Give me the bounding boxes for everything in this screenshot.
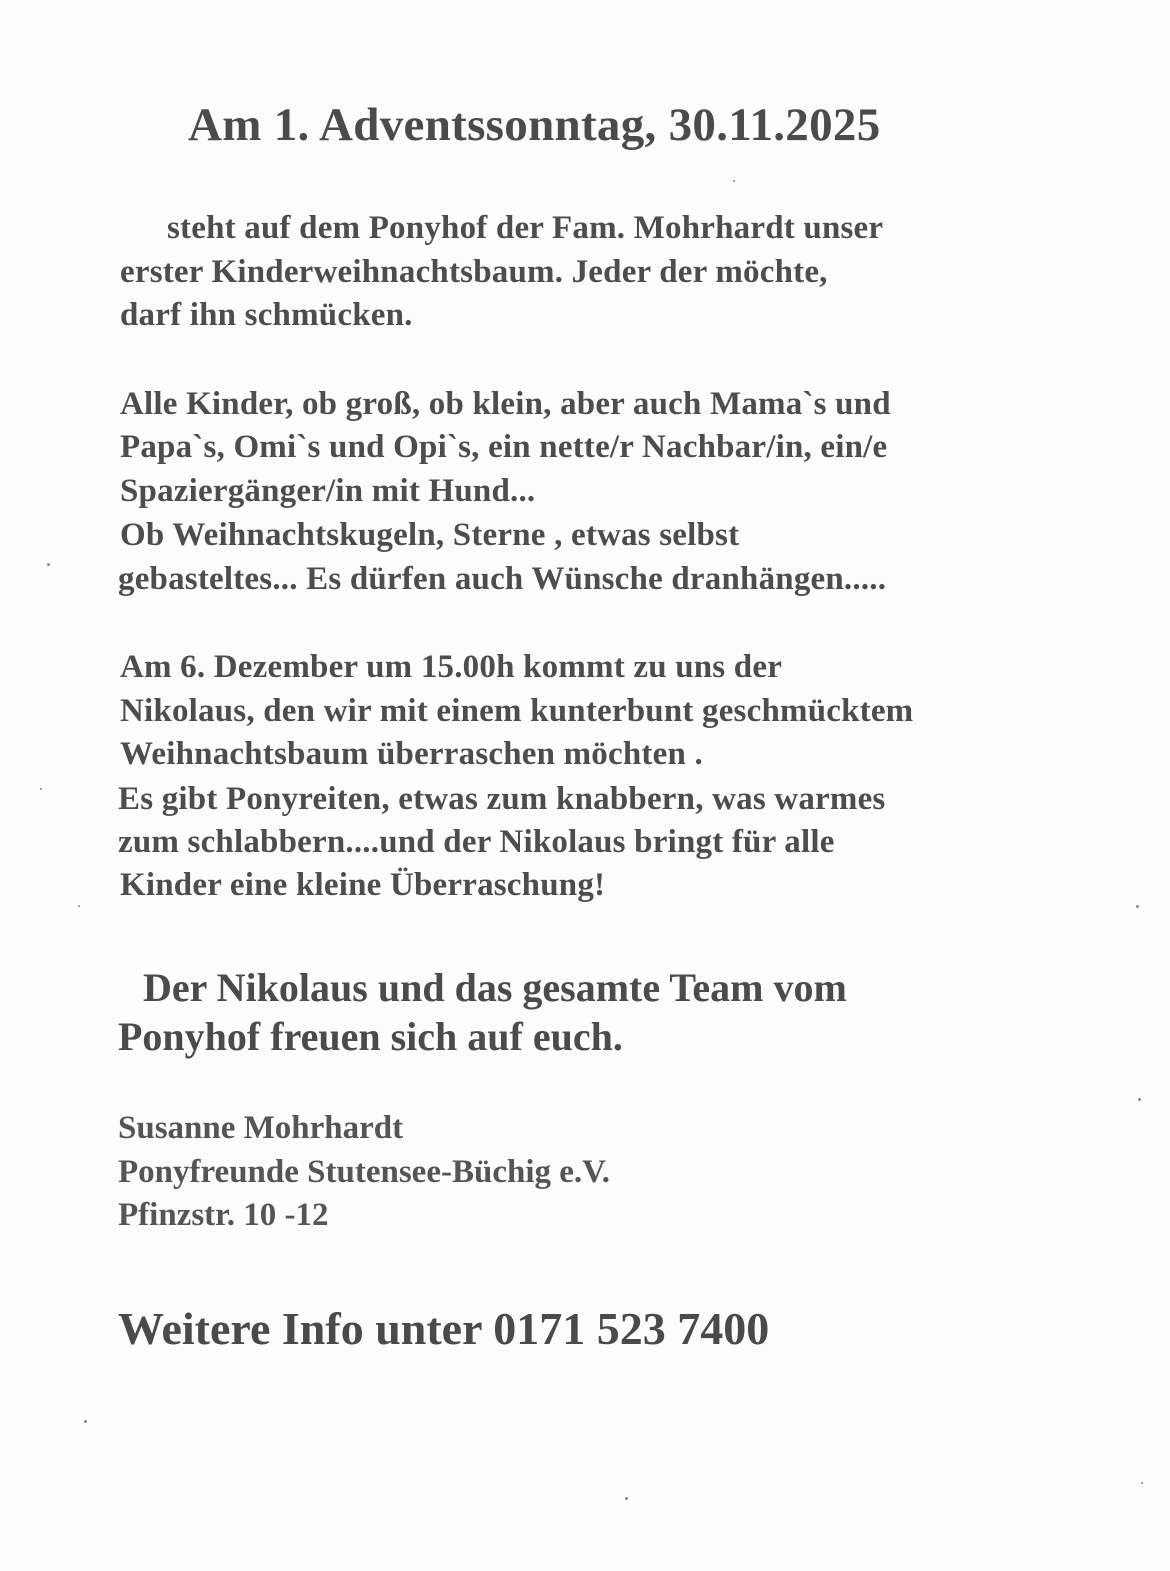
scan-speck: [40, 788, 42, 790]
paragraph1-line-3: darf ihn schmücken.: [120, 297, 413, 333]
paragraph3-line-6: Kinder eine kleine Überraschung!: [120, 867, 606, 903]
paragraph1-line-1: steht auf dem Ponyhof der Fam. Mohrhardt unser: [167, 210, 884, 246]
paragraph2-line-3: Spaziergänger/in mit Hund...: [120, 473, 536, 509]
paragraph3-line-2: Nikolaus, den wir mit einem kunterbunt geschmücktem: [120, 693, 914, 729]
scan-speck: [1136, 905, 1139, 908]
paragraph3-line-1: Am 6. Dezember um 15.00h kommt zu uns der: [120, 649, 783, 685]
paragraph2-line-5: gebasteltes... Es dürfen auch Wünsche dranhängen.....: [118, 561, 887, 597]
closing-line-2: Ponyhof freuen sich auf euch.: [118, 1014, 623, 1059]
paragraph2-line-1: Alle Kinder, ob groß, ob klein, aber auch Mama`s und: [120, 386, 891, 422]
scan-speck: [78, 905, 80, 907]
signature-name: Susanne Mohrhardt: [118, 1110, 404, 1146]
scan-speck: [625, 1497, 628, 1500]
paragraph1-line-2: erster Kinderweihnachtsbaum. Jeder der möchte,: [120, 254, 828, 290]
scan-speck: [1141, 1482, 1143, 1484]
scan-speck: [47, 563, 50, 566]
signature-organization: Ponyfreunde Stutensee-Büchig e.V.: [118, 1154, 610, 1190]
paragraph3-line-4: Es gibt Ponyreiten, etwas zum knabbern, was warmes: [118, 781, 886, 817]
paragraph2-line-4: Ob Weihnachtskugeln, Sterne , etwas selbst: [120, 517, 740, 553]
page-title: Am 1. Adventssonntag, 30.11.2025: [188, 99, 881, 151]
scan-speck: [733, 180, 735, 182]
signature-address: Pfinzstr. 10 -12: [118, 1197, 329, 1233]
paragraph3-line-3: Weihnachtsbaum überraschen möchten .: [120, 736, 703, 772]
paragraph3-line-5: zum schlabbern....und der Nikolaus bringt für alle: [118, 824, 835, 860]
contact-info: Weitere Info unter 0171 523 7400: [118, 1303, 770, 1354]
scan-speck: [84, 1420, 87, 1423]
scan-speck: [1138, 1098, 1141, 1101]
closing-line-1: Der Nikolaus und das gesamte Team vom: [143, 965, 847, 1010]
paragraph2-line-2: Papa`s, Omi`s und Opi`s, ein nette/r Nachbar/in, ein/e: [120, 429, 888, 465]
